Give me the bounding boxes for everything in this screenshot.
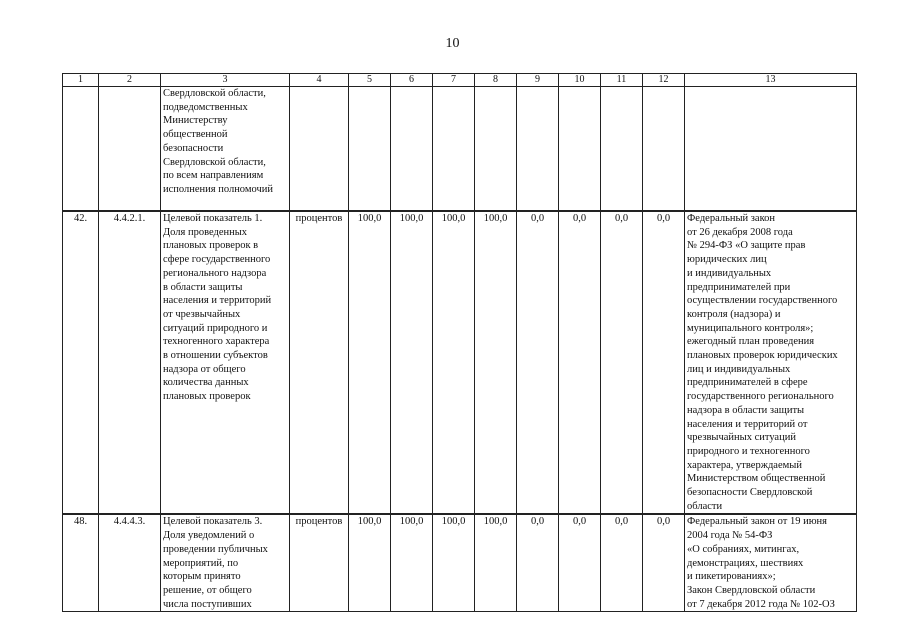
column-number: 11 — [601, 74, 643, 87]
cell-text-line: и пикетированиях»; — [687, 571, 776, 583]
column-number: 10 — [559, 74, 601, 87]
value-cell: 100,0 — [433, 211, 475, 514]
cell-text-line: решение, от общего — [163, 584, 252, 596]
cell-text-line: контроля (надзора) и — [687, 308, 781, 320]
table-row — [63, 87, 857, 212]
cell-text-line: которым принято — [163, 571, 241, 583]
value-cell — [559, 87, 601, 212]
value-cell: 100,0 — [349, 211, 391, 514]
cell-text-line: мероприятий, по — [163, 557, 239, 569]
cell-text-line: Целевой показатель 3. — [163, 516, 263, 528]
value-cell: 0,0 — [559, 514, 601, 611]
value-cell: 0,0 — [601, 211, 643, 514]
row-code — [99, 87, 161, 212]
cell-text-line: чрезвычайных ситуаций — [687, 432, 796, 444]
column-number: 1 — [63, 74, 99, 87]
cell-text-line: Министерством общественной — [687, 473, 826, 485]
cell-text-line: проведении публичных — [163, 543, 268, 555]
unit: процентов — [290, 211, 349, 514]
cell-text-line: Федеральный закон от 19 июня — [687, 516, 828, 528]
cell-text-line: плановых проверок юридических — [687, 350, 838, 362]
row-number: 48. — [63, 514, 99, 611]
cell-text-line: ежегодный план проведения — [687, 336, 815, 348]
column-number: 9 — [517, 74, 559, 87]
cell-text-line: Федеральный закон — [687, 213, 776, 224]
cell-text-line: количества данных — [163, 377, 249, 389]
column-number: 7 — [433, 74, 475, 87]
cell-text-line: числа поступивших — [163, 598, 252, 610]
value-cell: 0,0 — [601, 514, 643, 611]
value-cell: 100,0 — [433, 514, 475, 611]
cell-text-line: и индивидуальных — [687, 267, 772, 279]
cell-text-line: Свердловской области, — [163, 156, 266, 168]
value-cell — [391, 87, 433, 212]
cell-text-line: подведомственных — [163, 101, 248, 113]
table-row — [63, 211, 857, 514]
cell-text-line: населения и территорий — [163, 295, 272, 307]
cell-text-line: Целевой показатель 1. — [163, 213, 263, 224]
value-cell — [601, 87, 643, 212]
cell-text-line: Министерству — [163, 115, 228, 127]
cell-text-line: безопасности Свердловской — [687, 487, 813, 499]
cell-text-line: государственного регионального — [687, 391, 834, 403]
legal-source — [685, 514, 857, 611]
column-number: 8 — [475, 74, 517, 87]
legal-source — [685, 87, 857, 212]
cell-text-line: сфере государственного — [163, 254, 271, 266]
value-cell: 0,0 — [517, 514, 559, 611]
value-cell: 0,0 — [643, 514, 685, 611]
column-number: 5 — [349, 74, 391, 87]
cell-text-line: предпринимателей в сфере — [687, 377, 808, 389]
cell-text-line: от чрезвычайных — [163, 308, 241, 320]
column-number: 4 — [290, 74, 349, 87]
cell-text-line: демонстрациях, шествиях — [687, 557, 804, 569]
value-cell: 0,0 — [517, 211, 559, 514]
column-number-row — [63, 74, 857, 87]
cell-text-line: в области защиты — [163, 281, 243, 293]
page-number: 10 — [445, 36, 460, 51]
column-number: 6 — [391, 74, 433, 87]
unit — [290, 87, 349, 212]
column-number: 2 — [99, 74, 161, 87]
row-code: 4.4.4.3. — [99, 514, 161, 611]
cell-text-line: общественной — [163, 129, 228, 141]
table-row — [63, 514, 857, 611]
cell-text-line: «О собраниях, митингах, — [687, 543, 800, 555]
cell-text-line: надзора от общего — [163, 363, 246, 375]
value-cell: 100,0 — [391, 514, 433, 611]
cell-text-line: надзора в области защиты — [687, 404, 805, 416]
cell-text-line: Закон Свердловской области — [687, 584, 816, 596]
column-number: 13 — [685, 74, 857, 87]
value-cell — [433, 87, 475, 212]
value-cell — [517, 87, 559, 212]
cell-text-line: от 7 декабря 2012 года № 102-ОЗ — [687, 598, 835, 610]
value-cell: 0,0 — [643, 211, 685, 514]
value-cell — [475, 87, 517, 212]
cell-text-line: 2004 года № 54-ФЗ — [687, 530, 773, 542]
cell-text-line: техногенного характера — [163, 336, 270, 348]
value-cell: 100,0 — [475, 211, 517, 514]
cell-text-line: ситуаций природного и — [163, 322, 268, 334]
cell-text-line: в отношении субъектов — [163, 350, 268, 362]
cell-text-line: регионального надзора — [163, 267, 267, 279]
cell-text-line: предпринимателей при — [687, 281, 791, 293]
row-number — [63, 87, 99, 212]
cell-text-line: Свердловской области, — [163, 88, 266, 99]
value-cell — [643, 87, 685, 212]
cell-text-line: по всем направлениям — [163, 170, 264, 182]
value-cell: 100,0 — [349, 514, 391, 611]
value-cell: 100,0 — [391, 211, 433, 514]
cell-text-line: муниципального контроля»; — [687, 322, 814, 334]
column-number: 12 — [643, 74, 685, 87]
cell-text-line: Доля проведенных — [163, 226, 248, 238]
cell-text-line: осуществлении государственного — [687, 295, 838, 307]
indicators-table — [62, 73, 857, 612]
cell-text-line: безопасности — [163, 142, 224, 154]
value-cell: 0,0 — [559, 211, 601, 514]
cell-text-line: Доля уведомлений о — [163, 530, 255, 542]
cell-text-line: характера, утверждаемый — [687, 459, 802, 471]
cell-text-line: № 294-ФЗ «О защите прав — [687, 240, 806, 252]
row-number: 42. — [63, 211, 99, 514]
value-cell: 100,0 — [475, 514, 517, 611]
unit: процентов — [290, 514, 349, 611]
cell-text-line: населения и территорий от — [687, 418, 808, 430]
cell-text-line: плановых проверок — [163, 391, 251, 403]
column-number: 3 — [161, 74, 290, 87]
cell-text-line: юридических лиц — [687, 254, 767, 266]
indicator-name — [161, 87, 290, 212]
cell-text-line: плановых проверок в — [163, 240, 259, 252]
cell-text-line: исполнения полномочий — [163, 183, 274, 195]
cell-text-line: природного и техногенного — [687, 445, 810, 457]
cell-text-line: области — [687, 500, 723, 512]
row-code: 4.4.2.1. — [99, 211, 161, 514]
legal-source — [685, 211, 857, 514]
value-cell — [349, 87, 391, 212]
cell-text-line: лиц и индивидуальных — [687, 363, 791, 375]
indicator-name — [161, 514, 290, 611]
cell-text-line: от 26 декабря 2008 года — [687, 226, 793, 238]
indicator-name — [161, 211, 290, 514]
